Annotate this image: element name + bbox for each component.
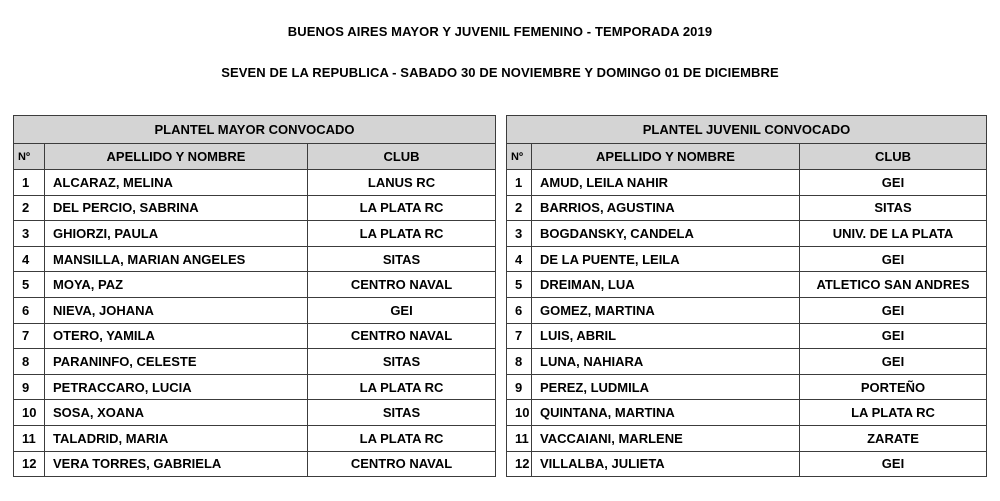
table-row [14, 221, 496, 247]
player-name: DEL PERCIO, SABRINA [45, 195, 308, 221]
player-club: SITAS [308, 400, 496, 426]
player-club: GEI [800, 246, 987, 272]
juvenil-table-body [507, 170, 987, 477]
player-club: CENTRO NAVAL [308, 272, 496, 298]
player-name: MOYA, PAZ [45, 272, 308, 298]
player-name: TALADRID, MARIA [45, 425, 308, 451]
player-name: ALCARAZ, MELINA [45, 170, 308, 196]
player-number: 10 [507, 400, 532, 426]
player-number: 9 [14, 374, 45, 400]
table-row [507, 323, 987, 349]
player-number: 9 [507, 374, 532, 400]
mayor-table-body [14, 170, 496, 477]
player-name: LUNA, NAHIARA [532, 349, 800, 375]
player-name: BOGDANSKY, CANDELA [532, 221, 800, 247]
player-number: 8 [507, 349, 532, 375]
table-row [14, 374, 496, 400]
player-name: GOMEZ, MARTINA [532, 297, 800, 323]
player-name: DREIMAN, LUA [532, 272, 800, 298]
player-number: 3 [507, 221, 532, 247]
table-row [507, 195, 987, 221]
player-club: LA PLATA RC [308, 374, 496, 400]
table-row [507, 246, 987, 272]
table-row [14, 323, 496, 349]
table-row [507, 297, 987, 323]
table-row [507, 374, 987, 400]
player-name: VERA TORRES, GABRIELA [45, 451, 308, 477]
player-number: 2 [507, 195, 532, 221]
player-club: GEI [800, 297, 987, 323]
player-name: VACCAIANI, MARLENE [532, 425, 800, 451]
player-club: GEI [800, 451, 987, 477]
table-row [507, 221, 987, 247]
player-number: 11 [507, 425, 532, 451]
player-club: PORTEÑO [800, 374, 987, 400]
player-name: GHIORZI, PAULA [45, 221, 308, 247]
page-subtitle: SEVEN DE LA REPUBLICA - SABADO 30 DE NOVIEMBRE Y DOMINGO 01 DE DICIEMBRE [221, 65, 779, 80]
page-title: BUENOS AIRES MAYOR Y JUVENIL FEMENINO - TEMPORADA 2019 [287, 24, 713, 39]
player-club: GEI [800, 323, 987, 349]
player-name: DE LA PUENTE, LEILA [532, 246, 800, 272]
player-number: 7 [507, 323, 532, 349]
player-number: 6 [14, 297, 45, 323]
player-club: CENTRO NAVAL [308, 451, 496, 477]
mayor-roster-table [13, 115, 496, 477]
player-club: GEI [308, 297, 496, 323]
player-club: SITAS [800, 195, 987, 221]
player-number: 10 [14, 400, 45, 426]
player-club: LA PLATA RC [800, 400, 987, 426]
player-name: PETRACCARO, LUCIA [45, 374, 308, 400]
player-club: ATLETICO SAN ANDRES [800, 272, 987, 298]
mayor-col-club-header: CLUB [308, 144, 496, 170]
player-number: 4 [14, 246, 45, 272]
player-club: GEI [800, 170, 987, 196]
player-name: AMUD, LEILA NAHIR [532, 170, 800, 196]
player-club: LANUS RC [308, 170, 496, 196]
table-row [14, 246, 496, 272]
player-name: OTERO, YAMILA [45, 323, 308, 349]
table-row [14, 425, 496, 451]
player-number: 8 [14, 349, 45, 375]
player-number: 12 [14, 451, 45, 477]
table-row [507, 349, 987, 375]
player-name: VILLALBA, JULIETA [532, 451, 800, 477]
player-name: PARANINFO, CELESTE [45, 349, 308, 375]
player-number: 4 [507, 246, 532, 272]
juvenil-col-num-header: Nº [507, 144, 532, 170]
player-club: CENTRO NAVAL [308, 323, 496, 349]
juvenil-col-club-header: CLUB [800, 144, 987, 170]
player-name: QUINTANA, MARTINA [532, 400, 800, 426]
player-number: 1 [507, 170, 532, 196]
player-number: 11 [14, 425, 45, 451]
player-club: LA PLATA RC [308, 425, 496, 451]
player-name: PEREZ, LUDMILA [532, 374, 800, 400]
player-club: UNIV. DE LA PLATA [800, 221, 987, 247]
player-name: NIEVA, JOHANA [45, 297, 308, 323]
table-row [14, 451, 496, 477]
table-row [507, 425, 987, 451]
mayor-col-num-header: Nº [14, 144, 45, 170]
player-number: 2 [14, 195, 45, 221]
juvenil-col-name-header: APELLIDO Y NOMBRE [532, 144, 800, 170]
player-club: GEI [800, 349, 987, 375]
table-row [14, 297, 496, 323]
player-number: 6 [507, 297, 532, 323]
table-row [14, 170, 496, 196]
table-row [14, 272, 496, 298]
table-row [507, 170, 987, 196]
table-row [507, 272, 987, 298]
player-club: LA PLATA RC [308, 195, 496, 221]
mayor-col-name-header: APELLIDO Y NOMBRE [45, 144, 308, 170]
player-number: 12 [507, 451, 532, 477]
table-row [14, 195, 496, 221]
table-row [14, 400, 496, 426]
juvenil-table-title: PLANTEL JUVENIL CONVOCADO [507, 116, 987, 144]
player-club: LA PLATA RC [308, 221, 496, 247]
player-name: LUIS, ABRIL [532, 323, 800, 349]
table-row [14, 349, 496, 375]
player-name: SOSA, XOANA [45, 400, 308, 426]
player-name: MANSILLA, MARIAN ANGELES [45, 246, 308, 272]
player-number: 1 [14, 170, 45, 196]
player-number: 7 [14, 323, 45, 349]
table-row [507, 451, 987, 477]
player-name: BARRIOS, AGUSTINA [532, 195, 800, 221]
player-club: SITAS [308, 246, 496, 272]
player-club: ZARATE [800, 425, 987, 451]
player-number: 5 [14, 272, 45, 298]
mayor-table-title: PLANTEL MAYOR CONVOCADO [14, 116, 496, 144]
table-row [507, 400, 987, 426]
player-club: SITAS [308, 349, 496, 375]
juvenil-roster-table [506, 115, 987, 477]
player-number: 5 [507, 272, 532, 298]
player-number: 3 [14, 221, 45, 247]
